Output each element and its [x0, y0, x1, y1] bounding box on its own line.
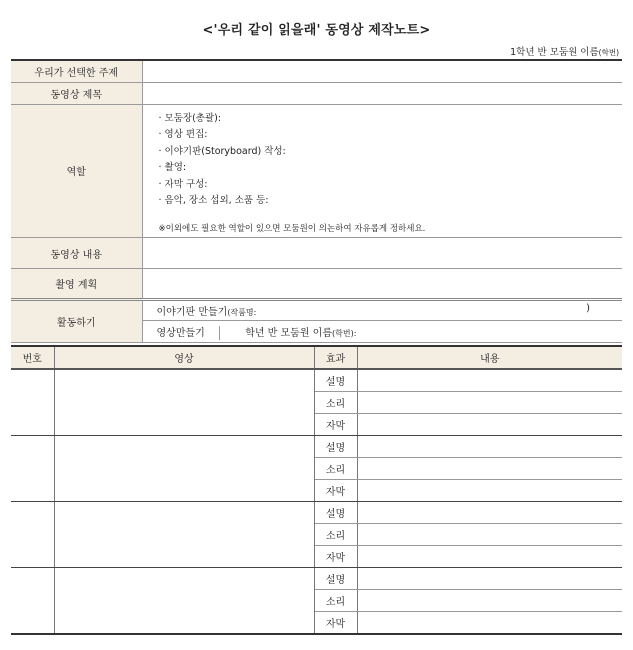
scene-content-cell[interactable] — [357, 546, 622, 568]
header-video: 영상 — [54, 346, 314, 369]
role-subtitles: · 자막 구성: — [158, 178, 208, 190]
student-info-line — [510, 44, 619, 58]
effect-explanation: 설명 — [314, 436, 357, 458]
content-label: 동영상 내용 — [11, 238, 142, 269]
scene-content-cell[interactable] — [357, 392, 622, 414]
scene-content-cell[interactable] — [357, 568, 622, 590]
scene-content-cell[interactable] — [357, 590, 622, 612]
scene-content-cell[interactable] — [357, 369, 622, 392]
role-field[interactable] — [142, 104, 622, 238]
topic-label: 우리가 선택한 주제 — [11, 60, 142, 82]
topic-field[interactable] — [142, 60, 622, 82]
page-title: <'우리 같이 읽을래' 동영상 제작노트> — [202, 23, 431, 38]
effect-sound: 소리 — [314, 458, 357, 480]
effect-explanation: 설명 — [314, 568, 357, 590]
scene-number-cell[interactable] — [11, 369, 54, 436]
effect-sound: 소리 — [314, 590, 357, 612]
role-note: ※이외에도 필요한 역할이 있으면 모둠원이 의논하여 자유롭게 정하세요. — [158, 223, 426, 234]
video-make-text: 영상만들기 — [156, 327, 205, 339]
storyboard-close: ) — [586, 303, 590, 314]
info-form-table — [11, 59, 622, 343]
scene-content-cell[interactable] — [357, 436, 622, 458]
video-make-row[interactable] — [142, 321, 622, 343]
effect-explanation: 설명 — [314, 502, 357, 524]
role-list — [143, 105, 623, 238]
role-leader: · 모둠장(총괄): — [158, 112, 222, 124]
video-title-field[interactable] — [142, 82, 622, 104]
video-make-student-id: (학번): — [332, 328, 357, 338]
content-field[interactable] — [142, 238, 622, 269]
storyboard-work-title: (작품명: — [227, 308, 257, 317]
plan-field[interactable] — [142, 269, 622, 300]
effect-sound: 소리 — [314, 392, 357, 414]
video-title-label: 동영상 제목 — [11, 82, 142, 104]
scene-video-cell[interactable] — [54, 568, 314, 635]
role-filming: · 촬영: — [158, 162, 187, 173]
effect-sound: 소리 — [314, 524, 357, 546]
role-label: 역할 — [11, 104, 142, 238]
scene-content-cell[interactable] — [357, 612, 622, 635]
effect-subtitle: 자막 — [314, 612, 357, 635]
plan-label: 촬영 계획 — [11, 269, 142, 300]
scene-video-cell[interactable] — [54, 369, 314, 436]
scene-number-cell[interactable] — [11, 568, 54, 635]
student-info-suffix: (학번) — [598, 48, 619, 57]
scene-content-cell[interactable] — [357, 524, 622, 546]
scene-content-cell[interactable] — [357, 502, 622, 524]
storyboard-text: 이야기판 만들기 — [156, 307, 228, 318]
effect-subtitle: 자막 — [314, 414, 357, 436]
scene-table — [11, 345, 622, 635]
effect-subtitle: 자막 — [314, 546, 357, 568]
student-info-text: 1학년 반 모둠원 이름 — [510, 47, 599, 58]
scene-content-cell[interactable] — [357, 414, 622, 436]
role-editing: · 영상 편집: — [158, 129, 208, 140]
scene-video-cell[interactable] — [54, 436, 314, 502]
role-music-props: · 음악, 장소 섭외, 소품 등: — [158, 195, 269, 206]
scene-content-cell[interactable] — [357, 480, 622, 502]
activity-label: 활동하기 — [11, 300, 142, 343]
storyboard-row[interactable] — [142, 300, 622, 321]
header-content: 내용 — [357, 346, 622, 369]
header-number: 번호 — [11, 346, 54, 369]
header-effect: 효과 — [314, 346, 357, 369]
role-storyboard: · 이야기판(Storyboard) 작성: — [158, 145, 286, 157]
scene-video-cell[interactable] — [54, 502, 314, 568]
effect-explanation: 설명 — [314, 369, 357, 392]
scene-number-cell[interactable] — [11, 502, 54, 568]
scene-number-cell[interactable] — [11, 436, 54, 502]
effect-subtitle: 자막 — [314, 480, 357, 502]
scene-content-cell[interactable] — [357, 458, 622, 480]
video-make-detail: 학년 반 모둠원 이름 — [245, 327, 333, 339]
